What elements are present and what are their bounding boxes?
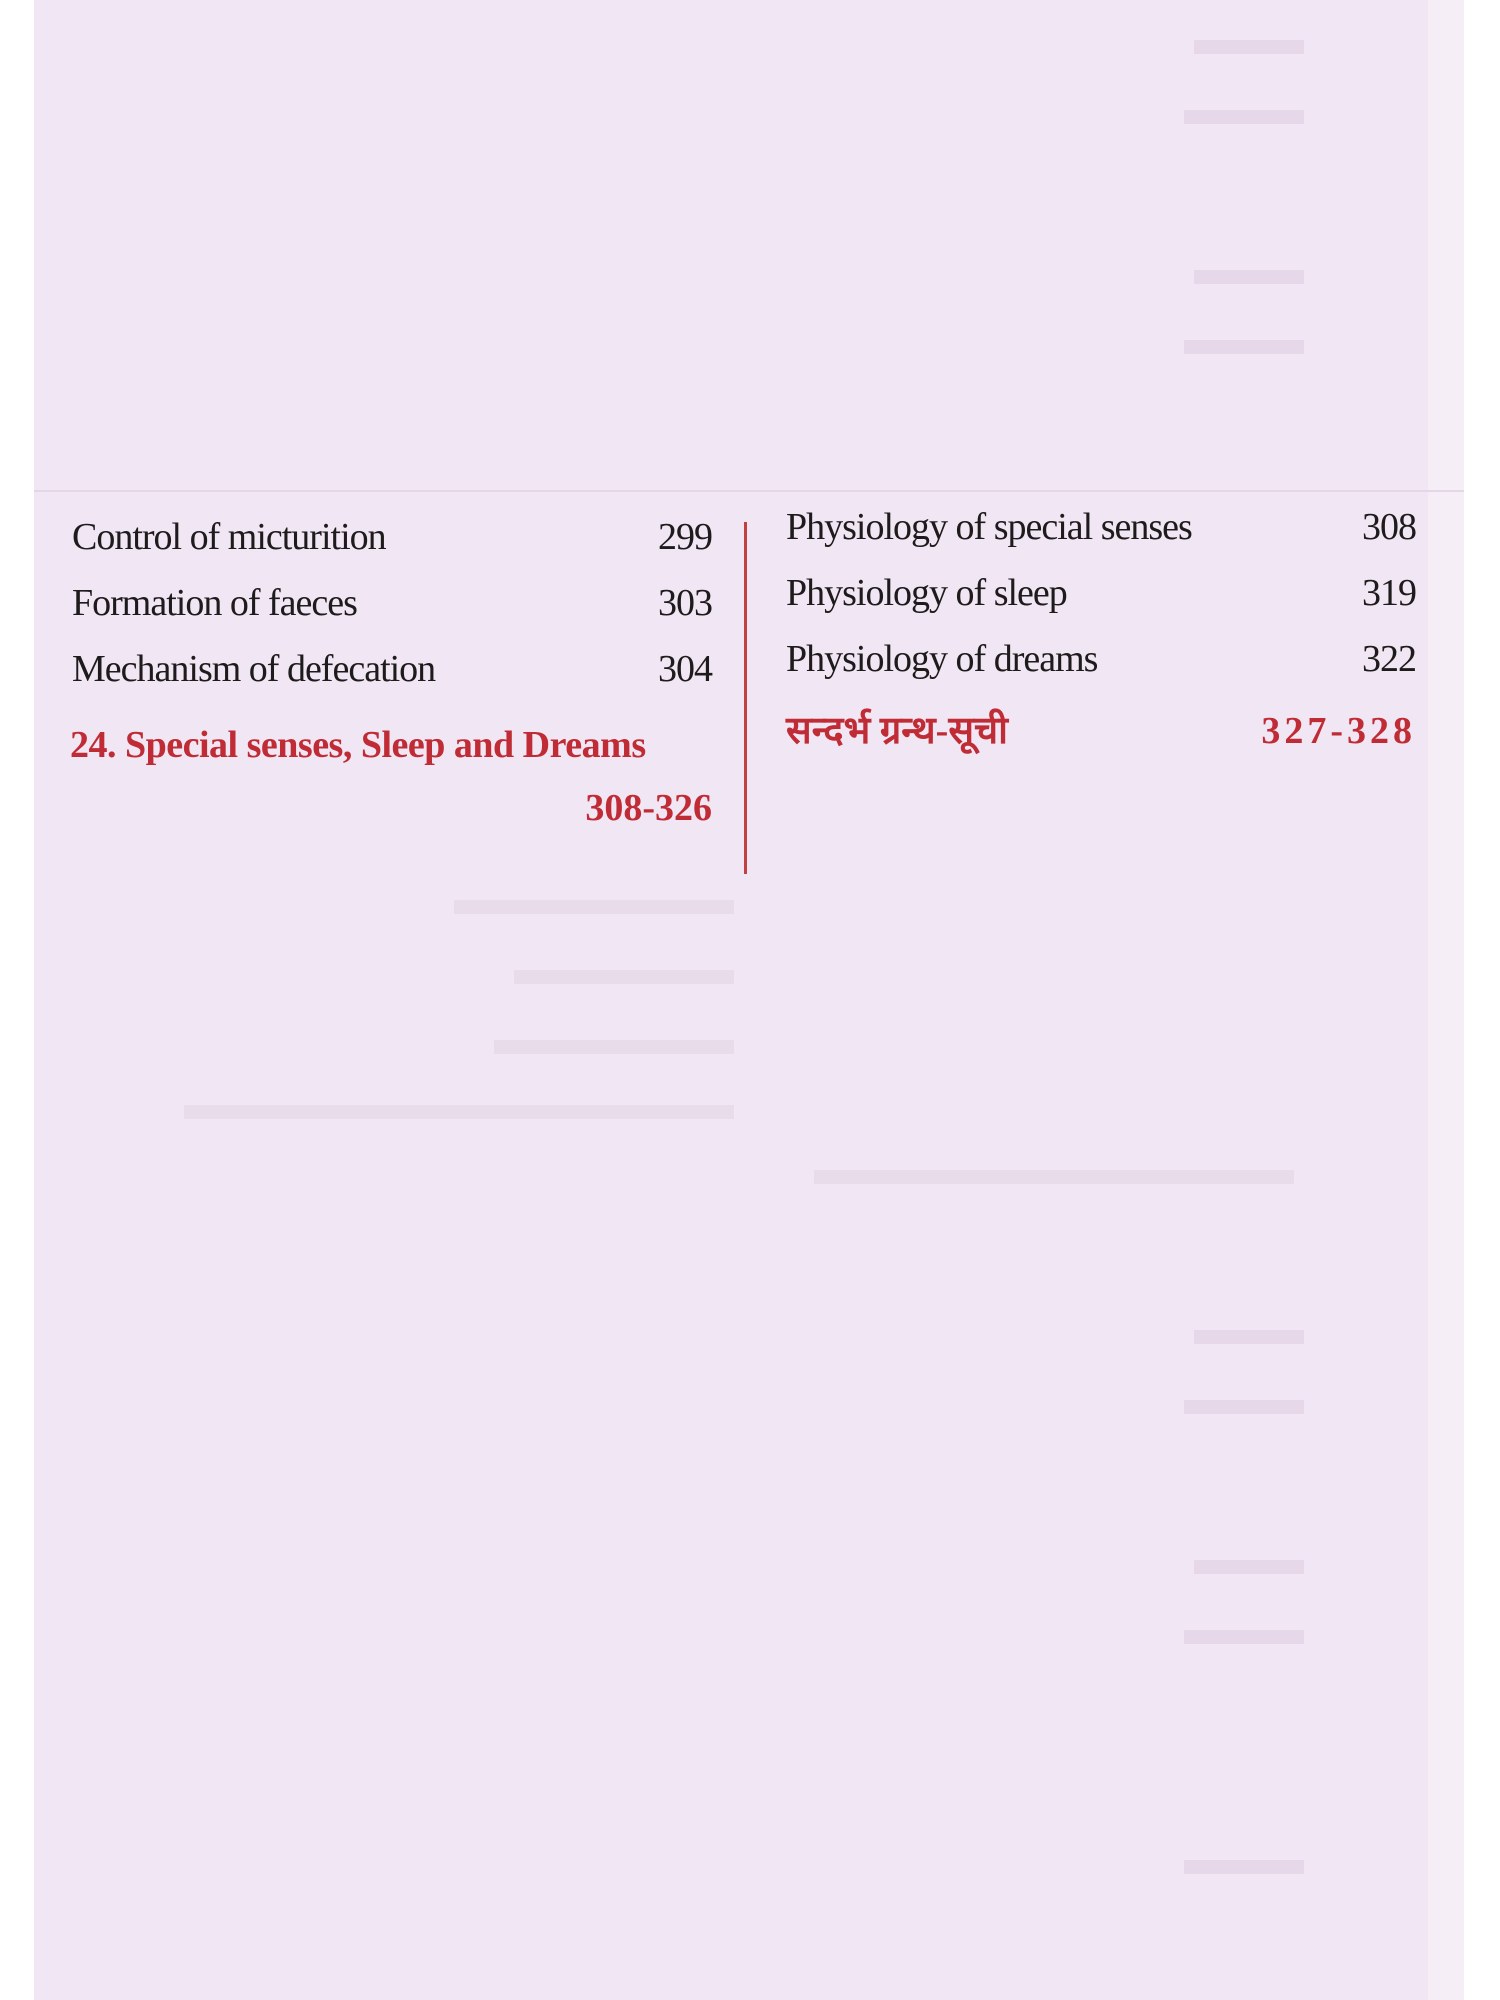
bibliography-title: सन्दर्भ ग्रन्थ-सूची: [786, 710, 1008, 752]
toc-entry[interactable]: [786, 505, 1416, 571]
show-through-mark: [814, 1170, 1294, 1184]
show-through-mark: [1184, 340, 1304, 354]
toc-entry-page: 303: [658, 582, 712, 624]
toc-entry-page: 322: [1362, 638, 1416, 680]
toc-entry-title: Physiology of dreams: [786, 638, 1098, 680]
show-through-mark: [1184, 1400, 1304, 1414]
show-through-mark: [1194, 1330, 1304, 1344]
toc-entry-title: Control of micturition: [72, 516, 386, 558]
show-through-mark: [1194, 1560, 1304, 1574]
toc-left-column: [72, 515, 712, 839]
toc-entry-title: Physiology of sleep: [786, 572, 1067, 614]
chapter-title: 24. Special senses, Sleep and Dreams: [70, 724, 646, 766]
show-through-mark: [1184, 110, 1304, 124]
toc-entry[interactable]: [72, 515, 712, 581]
toc-entry-page: 319: [1362, 572, 1416, 614]
toc-entry-page: 308: [1362, 506, 1416, 548]
page-edge: [1428, 0, 1464, 2000]
show-through-mark: [1184, 1630, 1304, 1644]
bibliography-entry[interactable]: [786, 703, 1416, 769]
bibliography-page-range: 327-328: [1261, 710, 1416, 752]
show-through-mark: [184, 1105, 734, 1119]
column-divider: [744, 522, 747, 874]
toc-entry[interactable]: [786, 571, 1416, 637]
toc-entry[interactable]: [72, 581, 712, 647]
book-page: [34, 0, 1464, 2000]
toc-entry[interactable]: [72, 647, 712, 713]
show-through-mark: [1194, 270, 1304, 284]
show-through-mark: [514, 970, 734, 984]
toc-entry-page: 304: [658, 648, 712, 690]
toc-entry-title: Formation of faeces: [72, 582, 357, 624]
toc-entry-title: Physiology of special senses: [786, 506, 1192, 548]
show-through-mark: [1184, 1860, 1304, 1874]
chapter-page-range: 308-326: [585, 787, 712, 829]
toc-entry[interactable]: [786, 637, 1416, 703]
toc-entry-title: Mechanism of defecation: [72, 648, 436, 690]
chapter-heading[interactable]: [70, 713, 712, 839]
show-through-mark: [1194, 40, 1304, 54]
show-through-mark: [494, 1040, 734, 1054]
toc-entry-page: 299: [658, 516, 712, 558]
show-through-rule: [34, 490, 1464, 492]
toc-right-column: [786, 505, 1416, 769]
show-through-mark: [454, 900, 734, 914]
